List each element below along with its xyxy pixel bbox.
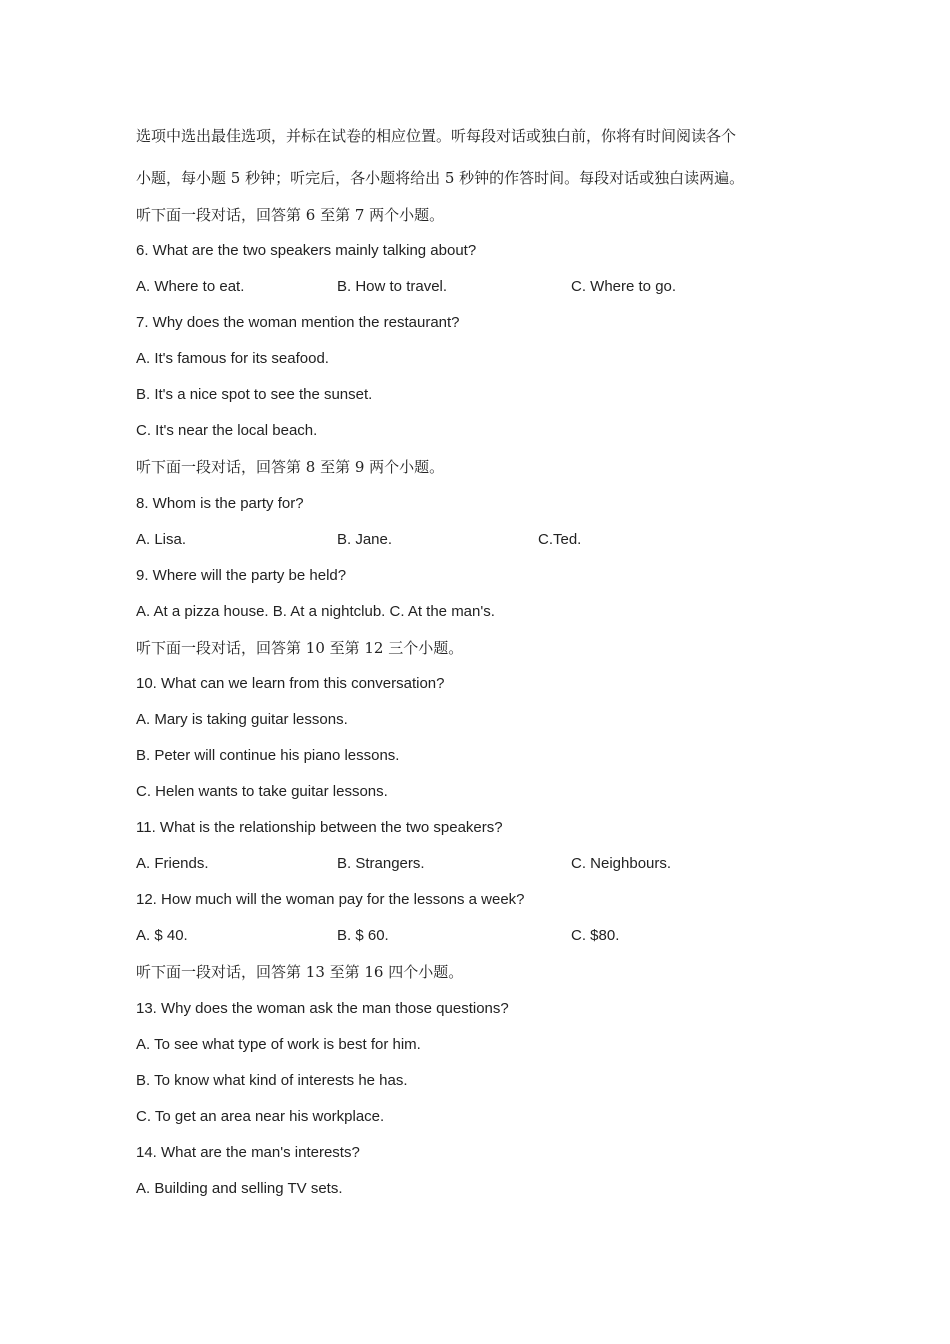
question-7: 7. Why does the woman mention the restaurant?	[136, 314, 460, 331]
section-heading-q10-12: 听下面一段对话，回答第 10 至第 12 三个小题。	[136, 639, 464, 657]
option-a: A. It's famous for its seafood.	[136, 350, 329, 367]
question-8: 8. Whom is the party for?	[136, 495, 304, 512]
option-c: C.Ted.	[538, 531, 582, 548]
option-b: B. Strangers.	[337, 855, 425, 872]
question-6: 6. What are the two speakers mainly talking about?	[136, 242, 477, 259]
question-12: 12. How much will the woman pay for the lessons a week?	[136, 891, 525, 908]
option-a: A. To see what type of work is best for him.	[136, 1036, 421, 1053]
option-a: A. Lisa.	[136, 531, 187, 548]
option-c: C. It's near the local beach.	[136, 422, 318, 439]
option-b: B. To know what kind of interests he has.	[136, 1072, 408, 1089]
section-heading-q6-7: 听下面一段对话，回答第 6 至第 7 两个小题。	[136, 206, 445, 224]
option-b: B. It's a nice spot to see the sunset.	[136, 386, 373, 403]
option-a: A. $ 40.	[136, 927, 188, 944]
question-11: 11. What is the relationship between the two speakers?	[136, 819, 503, 836]
question-14: 14. What are the man's interests?	[136, 1144, 360, 1161]
instructions-line-2: 小题，每小题 5 秒钟；听完后，各小题将给出 5 秒钟的作答时间。每段对话或独白读两遍。	[136, 169, 745, 187]
option-a: A. Where to eat.	[136, 278, 245, 295]
option-c: C. Helen wants to take guitar lessons.	[136, 783, 388, 800]
option-b: B. $ 60.	[337, 927, 389, 944]
option-a: A. Friends.	[136, 855, 209, 872]
option-b: B. Jane.	[337, 531, 393, 548]
option-a: A. Mary is taking guitar lessons.	[136, 711, 348, 728]
option-c: C. $80.	[571, 927, 620, 944]
question-10: 10. What can we learn from this conversation?	[136, 675, 445, 692]
section-heading-q8-9: 听下面一段对话，回答第 8 至第 9 两个小题。	[136, 458, 445, 476]
question-9: 9. Where will the party be held?	[136, 567, 347, 584]
option-c: C. Neighbours.	[571, 855, 672, 872]
option-b: B. Peter will continue his piano lessons.	[136, 747, 400, 764]
option-c: C. To get an area near his workplace.	[136, 1108, 385, 1125]
option-a: A. Building and selling TV sets.	[136, 1180, 343, 1197]
instructions-line-1: 选项中选出最佳选项，并标在试卷的相应位置。听每段对话或独白前，你将有时间阅读各个	[136, 127, 737, 145]
option-c: C. Where to go.	[571, 278, 677, 295]
question-9-options: A. At a pizza house. B. At a nightclub. C. At the man's.	[136, 603, 495, 620]
question-13: 13. Why does the woman ask the man those questions?	[136, 1000, 509, 1017]
option-b: B. How to travel.	[337, 278, 448, 295]
section-heading-q13-16: 听下面一段对话，回答第 13 至第 16 四个小题。	[136, 963, 464, 981]
